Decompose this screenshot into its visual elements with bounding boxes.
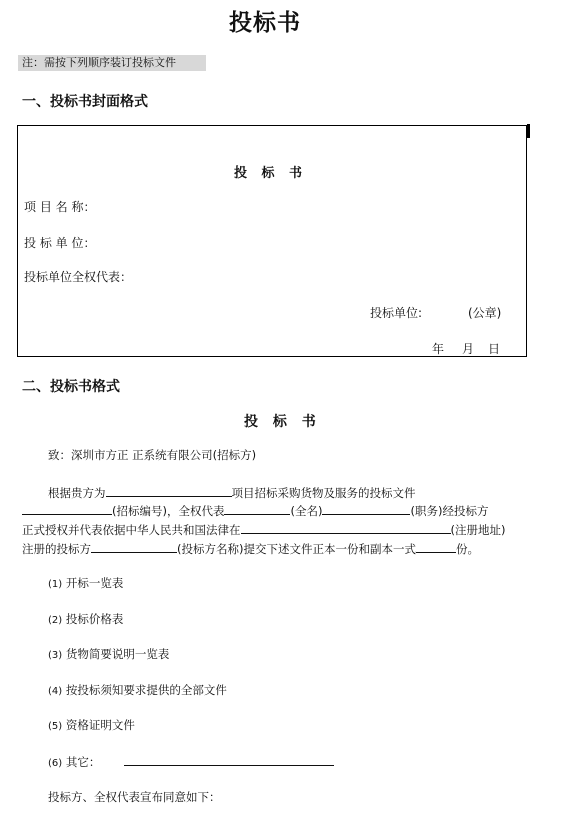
letter-addressee: 致：深圳市方正 正系统有限公司(招标方) xyxy=(48,448,257,462)
blank-registered-address[interactable] xyxy=(241,521,451,534)
letter-p4-text-a: 注册的投标方 xyxy=(22,542,91,556)
blank-copy-count[interactable] xyxy=(416,540,456,553)
list-item: (5) 资格证明文件 xyxy=(48,718,135,732)
letter-p4-text-b: (投标方名称)提交下述文件正本一份和副本一式 xyxy=(177,542,416,556)
letter-p3-text-b: (注册地址) xyxy=(450,523,506,537)
letter-p2-text-c: (职务)经投标方 xyxy=(410,504,489,518)
cover-date-day: 日 xyxy=(488,342,501,356)
cover-seal-label: 投标单位: xyxy=(370,306,423,320)
letter-paragraph-line-3 xyxy=(22,521,505,538)
blank-project-name[interactable] xyxy=(106,484,232,497)
cover-date-month: 月 xyxy=(462,342,475,356)
letter-paragraph-line-2 xyxy=(22,502,488,519)
cover-seal-note: (公章) xyxy=(468,306,502,320)
cover-representative-label: 投标单位全权代表： xyxy=(24,270,133,284)
cover-date-year: 年 xyxy=(432,342,445,356)
letter-paragraph-line-4 xyxy=(22,540,479,557)
document-title: 投标书 xyxy=(229,10,301,36)
letter-closing: 投标方、全权代表宣布同意如下： xyxy=(48,790,221,804)
list-item: (4) 按投标须知要求提供的全部文件 xyxy=(48,683,227,697)
list-item: (2) 投标价格表 xyxy=(48,612,124,626)
section-heading-cover: 一、投标书封面格式 xyxy=(22,94,148,110)
list-item: (3) 货物简要说明一览表 xyxy=(48,647,170,661)
blank-full-name[interactable] xyxy=(224,502,290,515)
binding-note: 注：需按下列顺序装订投标文件 xyxy=(18,55,206,71)
blank-tender-number[interactable] xyxy=(22,502,112,515)
cover-title: 投 标 书 xyxy=(234,166,308,181)
section-heading-letter: 二、投标书格式 xyxy=(22,379,120,395)
list-item: (6) 其它： xyxy=(48,753,334,770)
blank-other[interactable] xyxy=(124,753,334,766)
letter-p1-text-a: 根据贵方为 xyxy=(48,486,106,500)
blank-position[interactable] xyxy=(322,502,410,515)
letter-p1-text-b: 项目招标采购货物及服务的投标文件 xyxy=(231,486,416,500)
list-item: (1) 开标一览表 xyxy=(48,576,124,590)
letter-p2-text-a: (招标编号)，全权代表 xyxy=(112,504,225,518)
text-cursor xyxy=(527,124,530,138)
letter-p3-text-a: 正式授权并代表依据中华人民共和国法律在 xyxy=(22,523,241,537)
letter-p4-text-c: 份。 xyxy=(455,542,479,556)
blank-bidder-name[interactable] xyxy=(91,540,177,553)
cover-bidder-label: 投 标 单 位： xyxy=(24,236,96,250)
cover-project-label: 项 目 名 称： xyxy=(24,200,96,214)
letter-paragraph-line-1 xyxy=(48,484,416,501)
letter-p2-text-b: (全名) xyxy=(290,504,323,518)
letter-title: 投 标 书 xyxy=(244,414,321,430)
